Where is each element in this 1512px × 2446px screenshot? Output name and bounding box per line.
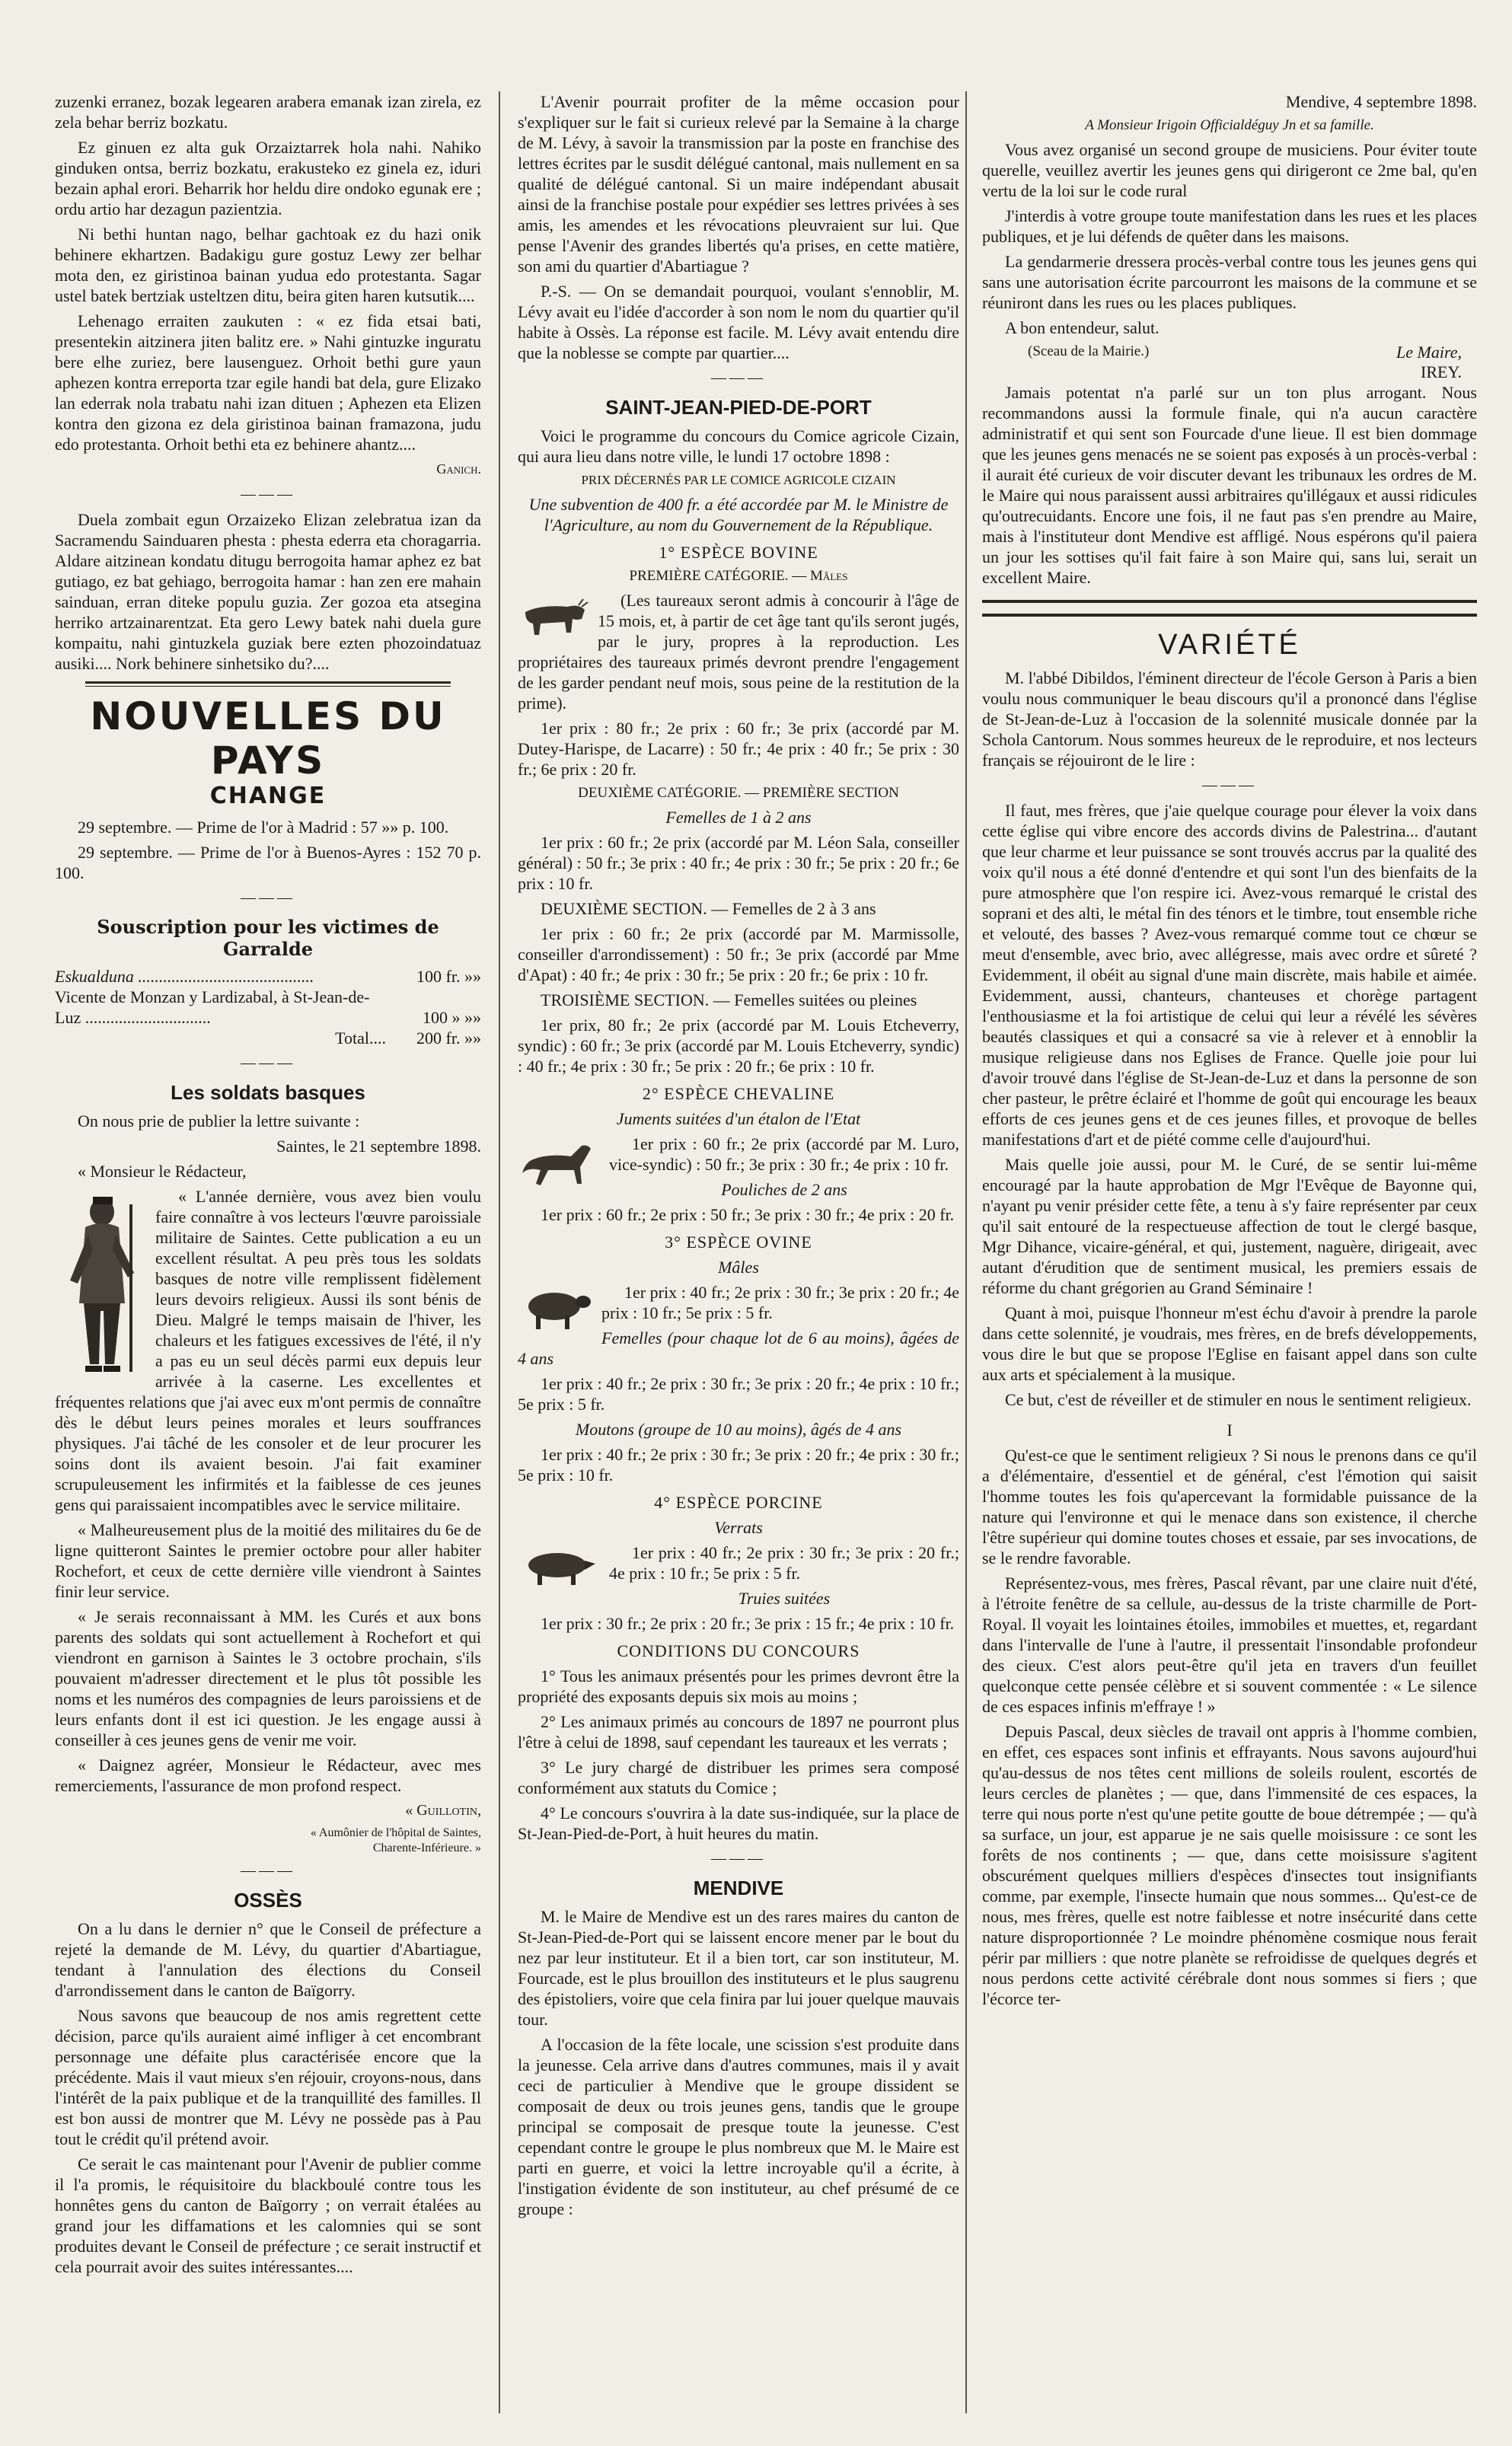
soldier-illustration-icon (55, 1189, 146, 1379)
mendive-paragraph: M. le Maire de Mendive est un des rares maires du canton de St-Jean-Pied-de-Port qui se laissent encore mener par le bout du nez par leur instituteur. Et il a bien tort, car son instituteur, M. Fourcade, est le plus brouillon des instituteurs et le plus saugrenu des épistoliers, voire que cela finira par lui jouer quelque mauvais tour. (518, 1907, 959, 2029)
condition-item: 4° Le concours s'ouvrira à la date sus-indiquée, sur la place de St-Jean-Pied-de-Port, à huit heures du matin. (518, 1803, 959, 1843)
ovine-prizes: 1er prix : 40 fr.; 2e prix : 30 fr.; 3e prix : 20 fr.; 4e prix : 10 fr.; 5e prix : 5 fr. (518, 1374, 959, 1414)
avenir-paragraph: P.-S. — On se demandait pourquoi, voulant s'ennoblir, M. Lévy avait eu l'idée d'accorder à son nom le nom du quartier qu'il habite à Ossès. La réponse est facile. M. Lévy avait entendu dire que la noblesse se compte par quartier.... (518, 282, 959, 362)
signature-ganich: Ganich. (436, 461, 481, 477)
maire-name: IREY. (1421, 362, 1462, 381)
column-3 (982, 91, 1477, 2014)
column-1 (55, 91, 481, 2282)
bovine-title: 1° ESPÈCE BOVINE (659, 543, 818, 562)
pig-illustration-icon (518, 1545, 601, 1588)
soldats-date: Saintes, le 21 septembre 1898. (276, 1137, 481, 1156)
osses-title: OSSÈS (234, 1889, 302, 1912)
bovine-prizes: 1er prix : 60 fr.; 2e prix (accordé par M. Léon Sala, conseiller général) : 50 fr.; 3e prix : 40 fr.; 4e prix : 30 fr.; 5e prix : 20 fr.; 6e prix : 10 fr. (518, 833, 959, 893)
divider: ——— (241, 1054, 295, 1071)
souscription-amount: 100 » »» (423, 1008, 481, 1027)
letter-address: A Monsieur Irigoin Officialdéguy Jn et sa famille. (1085, 117, 1374, 133)
bovine-section-3: TROISIÈME SECTION. — Femelles suitées ou pleines (541, 990, 917, 1009)
soldats-title: Les soldats basques (171, 1081, 365, 1104)
column-rule-2b (965, 91, 967, 2413)
prix-header: PRIX DÉCERNÉS PAR LE COMICE AGRICOLE CIZAIN (581, 473, 896, 487)
subvention-text: Une subvention de 400 fr. a été accordée par M. le Ministre de l'Agriculture, au nom du Gouvernement de la République. (528, 495, 949, 534)
divider: ——— (1202, 777, 1257, 793)
chevaline-prizes: 1er prix : 60 fr.; 2e prix (accordé par M. Luro, vice-syndic) : 50 fr.; 3e prix : 30 fr.; 4e prix : 10 fr. (609, 1134, 959, 1174)
ovine-males: Mâles (718, 1258, 759, 1277)
souscription-total (55, 1028, 481, 1048)
section-rule (982, 600, 1477, 617)
soldats-paragraph: « Je serais reconnaissant à MM. les Curés et aux bons parents des soldats qui sont actuellement à Rochefort et qui viendront en garnison à Saintes le 3 octobre prochain, s'ils pouvaient m'adresser directement et le plus tôt possible les noms et les numéros des compagnies de leurs paroissiens et de leurs enfants dont il est ici question. Je les engage aussi à conseiller à ces jeunes gens de venir me voir. (55, 1607, 481, 1749)
chevaline-sub: Juments suitées d'un étalon de l'Etat (616, 1109, 861, 1128)
sjpp-title: SAINT-JEAN-PIED-DE-PORT (605, 396, 872, 419)
bovine-prizes: 1er prix : 60 fr.; 2e prix (accordé par M. Marmissolle, conseiller d'arrondissement) : 50 fr.; 3e prix (accordé par Mme d'Apat) : 40 fr.; 4e prix : 30 fr.; 5e prix : 20 fr.; 6e prix : 10 fr. (518, 924, 959, 984)
mendive-continued: Jamais potentat n'a parlé sur un ton plus arrogant. Nous recommandons aussi la formule finale, qui n'a aucun caractère administratif et qui sent son Fourcade d'une lieue. Il est bien dommage que les jeunes gens menacés ne se soient pas exposés à un procès-verbal : il aurait été curieux de voir discuter devant les tribunaux les ordres de M. le Maire qui nous paraissent aussi arbitraires qu'illégaux et aussi ridicules qu'outrecuidants. Encore une fois, il ne faut pas s'en prendre au Maire, mais à l'instituteur dont Mendive est affligé. Nous espérons qu'il paiera un jour les sottises qu'il fait faire à son Maire qui, sans lui, serait un excellent Maire. (982, 383, 1477, 587)
guillotin-signature: « Guillotin, (405, 1802, 481, 1819)
bovine-prizes: 1er prix, 80 fr.; 2e prix (accordé par M. Louis Etcheverry, syndic) : 60 fr.; 3e prix (accordé par M. Louis Etcheverry, syndic) : 40 fr.; 4e prix : 30 fr.; 5e prix : 20 fr.; 6e prix : 10 fr. (518, 1016, 959, 1076)
letter-paragraph: Vous avez organisé un second groupe de musiciens. Pour éviter toute querelle, veuillez avertir les jeunes gens qui dirigeront ce 2me bal, qu'en vertu de la loi sur le code rural (982, 140, 1477, 200)
variete-paragraph: Quant à moi, puisque l'honneur m'est échu d'avoir à prendre la parole dans cette solennité, je voudrais, mes frères, en de brefs développements, vous dire le but que se propose l'Eglise en faisant appel dans son culte aux arts et spécialement à la musique. (982, 1303, 1477, 1384)
letter-date: Mendive, 4 septembre 1898. (1285, 92, 1477, 111)
part1-paragraph: Représentez-vous, mes frères, Pascal rêvant, par une claire nuit d'été, à l'étroite fenêtre de sa cellule, au-dessus de la triste charmille de Port-Royal. Il voyait les lointaines étoiles, immobiles et muettes, et, regardant dans l'intervalle de l'une à l'autre, il pressentait l'insondable profondeur des cieux. C'est alors peut-être qu'il jeta en travers d'un feuillet quelconque cette pensée célèbre et si souvent commentée : « Le silence de ces espaces infinis m'effraye ! » (982, 1574, 1477, 1716)
total-amount: 200 fr. »» (416, 1028, 481, 1048)
osses-paragraph: Ce serait le cas maintenant pour l'Avenir de publier comme il l'a promis, le réquisitoire du blackboulé contre tous les honnêtes gens du canton de Baïgorry ; on verrait étalées au grand jour les diffamations et les calomnies qui se sont produites devant le Conseil de préfecture ; ce serait instructif et cela pourrait avoir des suites intéressantes.... (55, 2154, 481, 2276)
conditions-title: CONDITIONS DU CONCOURS (617, 1641, 860, 1660)
sceau-label: (Sceau de la Mairie.) (1028, 343, 1150, 359)
soldats-intro: On nous prie de publier la lettre suivante : (78, 1111, 360, 1131)
ovine-title: 3° ESPÈCE OVINE (665, 1233, 812, 1252)
bull-illustration-icon (518, 593, 590, 646)
truies-prizes: 1er prix : 30 fr.; 2e prix : 20 fr.; 3e prix : 15 fr.; 4e prix : 10 fr. (541, 1614, 955, 1633)
condition-item: 1° Tous les animaux présentés pour les primes devront être la propriété des exposants depuis six mois au moins ; (518, 1666, 959, 1706)
section-rule (85, 681, 451, 687)
condition-item: 2° Les animaux primés au concours de 1897 ne pourront plus l'être à celui de 1898, sauf cependant les taureaux et les verrats ; (518, 1712, 959, 1752)
ovine-prizes: 1er prix : 40 fr.; 2e prix : 30 fr.; 3e prix : 20 fr.; 4e prix : 10 fr.; 5e prix : 5 fr. (601, 1283, 959, 1322)
ovine-femelles: Femelles (pour chaque lot de 6 au moins), âgées de 4 ans (518, 1328, 959, 1368)
variete-intro: M. l'abbé Dibildos, l'éminent directeur de l'école Gerson à Paris a bien voulu nous communiquer le beau discours qu'il a prononcé dans l'église de St-Jean-de-Luz à l'occasion de la solennité musicale donnée par la Schola Cantorum. Nous sommes heureux de le reproduire, et nos lecteurs français se réjouiront de le lire : (982, 668, 1477, 770)
part1-paragraph: Qu'est-ce que le sentiment religieux ? Si nous le prenons dans ce qu'il a d'élémentaire, d'essentiel et de général, c'est l'émotion qui saisit l'homme toutes les fois qu'apercevant la formidable puissance de la nature qui l'environne et qui le menace dans son existence, il cherche l'être supérieur qui domine toutes choses et essaie, par ses invocations, de se le rendre favorable. (982, 1446, 1477, 1567)
pouliches-prizes: 1er prix : 60 fr.; 2e prix : 50 fr.; 3e prix : 30 fr.; 4e prix : 20 fr. (541, 1205, 955, 1224)
porcine-verrats: Verrats (714, 1518, 763, 1537)
souscription-row (55, 966, 481, 987)
change-line: 29 septembre. — Prime de l'or à Madrid : 57 »» p. 100. (78, 818, 449, 837)
truies-title: Truies suitées (738, 1589, 831, 1608)
part1-paragraph: Depuis Pascal, deux siècles de travail ont appris à l'homme combien, en effet, ces espaces sont infinis et effrayants. Nous savons aujourd'hui qu'au-dessus de nos têtes cent millions de soleils roulent, escortés de leurs cercles de planètes ; — que, dans l'immensité de ces espaces, la terre qui nous porte n'est qu'une petite goutte de boue détrempée ; — qu'à sa surface, un jour, est apparue je ne sais quelle moisissure : ce sont les forêts de nos continents ; — que, dans cette moisissure s'agitent obscurément quelques milliers d'espèces d'insectes tout insignifiants comme, par exemple, l'insecte humain que nous sommes... Qu'est-ce de nous, mes frères, quelle est notre faiblesse et notre insécurité dans cette nature disproportionnée ? Le moindre phénomène cosmique nous ferait périr par milliers : que notre planète se refroidisse de quelques degrés et nous perdons cette activité cérébrale dont nous sommes si fiers ; que l'écorce ter- (982, 1722, 1477, 2008)
horse-illustration-icon (518, 1137, 601, 1197)
mendive-title: MENDIVE (693, 1877, 784, 1899)
porcine-title: 4° ESPÈCE PORCINE (654, 1493, 823, 1512)
maire-signature: Le Maire, (1396, 343, 1462, 362)
bovine-section-2: DEUXIÈME SECTION. — Femelles de 2 à 3 ans (541, 899, 876, 918)
variete-paragraph: Ce but, c'est de réveiller et de stimuler en nous le sentiment religieux. (1005, 1390, 1472, 1409)
variete-title: VARIÉTÉ (1158, 629, 1301, 661)
nouvelles-title: NOUVELLES DU PAYS (90, 694, 446, 783)
souscription-label: Vicente de Monzan y Lardizabal, à St-Jean-de-Luz .............................. (55, 987, 370, 1027)
basque-paragraph: zuzenki erranez, bozak legearen arabera emanak izan zirela, ez zela behar berriz bozkatu. (55, 92, 481, 132)
change-line: 29 septembre. — Prime de l'or à Buenos-Ayres : 152 70 p. 100. (55, 843, 481, 882)
bovine-category-2-sub: Femelles de 1 à 2 ans (665, 808, 812, 827)
divider: ——— (241, 889, 295, 906)
bovine-prizes: 1er prix : 80 fr.; 2e prix : 60 fr.; 3e prix (accordé par M. Dutey-Harispe, de Lacarre) : 50 fr.; 4e prix : 40 fr.; 5e prix : 30 fr.; 6e prix : 20 fr. (518, 719, 959, 779)
pouliches-title: Pouliches de 2 ans (721, 1180, 847, 1199)
soldats-paragraph: « Malheureusement plus de la moitié des militaires du 6e de ligne quitteront Saintes le premier octobre pour aller habiter Rochefort, et ceux de cette dernière ville viendront à Saintes finir leur service. (55, 1520, 481, 1601)
divider: ——— (241, 1862, 295, 1879)
total-label: Total.... (335, 1028, 387, 1048)
chevaline-title: 2° ESPÈCE CHEVALINE (642, 1084, 835, 1103)
ovine-prizes: 1er prix : 40 fr.; 2e prix : 30 fr.; 3e prix : 20 fr.; 4e prix : 30 fr.; 5e prix : 10 fr. (518, 1445, 959, 1485)
soldats-salutation: « Monsieur le Rédacteur, (78, 1162, 247, 1181)
letter-footer (982, 343, 1477, 382)
bovine-category-2: DEUXIÈME CATÉGORIE. — PREMIÈRE SECTION (578, 785, 899, 801)
basque-paragraph: Ez ginuen ez alta guk Orzaiztarrek hola nahi. Nahiko ginduken ontsa, berriz bozkatu, erakusteko ez ginela ez, iduri bezain aphal erori. Beharrik hor heldu dire ondoko egunak ere ; ordu artio har dezagun pazientzia. (55, 138, 481, 218)
souscription-amount: 100 fr. »» (416, 967, 481, 986)
bovine-rules: (Les taureaux seront admis à concourir à l'âge de 15 mois, et, à partir de cet âge tant qu'ils seront jugés, par le jury, propres à la reproduction. Les propriétaires des taureaux primés devront prendre l'engagement de les garder pendant neuf mois, sous peine de la restitution de la prime). (518, 591, 959, 713)
guillotin-place: Charente-Inférieure. » (372, 1842, 481, 1854)
souscription-title: Souscription pour les victimes de Garralde (97, 916, 439, 960)
change-title: CHANGE (209, 783, 327, 809)
column-rule-1 (499, 91, 500, 2413)
column-2 (518, 91, 959, 2224)
divider: ——— (711, 1850, 766, 1867)
avenir-paragraph: L'Avenir pourrait profiter de la même occasion pour s'expliquer sur le fait si curieux relevé par la Semaine à la charge de M. Lévy, à savoir la transmission par la poste en franchise des lettres écrites par le susdit délégué cantonal, mais nullement en sa qualité de délégué cantonal. Si un maire indépendant abusait ainsi de la franchise postale pour expédier ses lettres privées à ses amis, les amendes et les révocations pleuvraient sur lui. Que pense l'Avenir des grandes libertés qu'a prises, en cette matière, son ami du quartier d'Abartiague ? (518, 92, 959, 276)
divider: ——— (711, 369, 766, 386)
condition-item: 3° Le jury chargé de distribuer les primes sera composé conformément aux statuts du Comice ; (518, 1758, 959, 1797)
porcine-prizes: 1er prix : 40 fr.; 2e prix : 30 fr.; 3e prix : 20 fr.; 4e prix : 10 fr.; 5e prix : 5 fr. (609, 1543, 959, 1583)
variete-paragraph: Il faut, mes frères, que j'aie quelque courage pour élever la voix dans cette église qui vibre encore des accords divins de Palestrina... d'autant que leur charme et leur puissance se sont trouvés accrus par la qualité des voix qu'il nous a été donné d'entendre et qui sont l'un des bienfaits de la pure atmosphère que l'on respire ici. Avez-vous remarqué le cristal des soprani et des alti, le métal fin des ténors et le timbre, tout ensemble riche et velouté, des basses ? Avez-vous remarqué comme tout ce chœur se meut d'ensemble, avec brio, avec allégresse, mais avec ordre et sûreté ? Evidemment, il obéit au signal d'une main discrète, mais habile et aimée. Evidemment, aussi, chanteurs, chanteuses et chorège partagent l'enthousiasme et la foi artistique de celui qui leur a révélé les sévères beautés classiques et qui a consacré sa vie à relever et à ennoblir la musique religieuse dans nos Eglises de France. Quelle joie pour lui d'avoir trouvé dans l'église de St-Jean-de-Luz et dans la personne de son cher pasteur, le prêtre éclairé et l'homme de goût qui encourage les beaux efforts de ces jeunes gens et de ces jeunes filles, et provoque de belles manifestations d'art et de piété comme celle d'aujourd'hui. (982, 801, 1477, 1149)
soldats-paragraph: « Daignez agréer, Monsieur le Rédacteur, avec mes remerciements, l'assurance de mon profond respect. (55, 1756, 481, 1795)
souscription-label: Eskualduna .......................................... (55, 967, 314, 986)
variete-paragraph: Mais quelle joie aussi, pour M. le Curé, de se sentir lui-même encouragé par la haute approbation de Mgr l'Evêque de Bayonne qui, n'ayant pu venir présider cette fête, a tenu à s'y faire représenter par ceux qu'il sait entouré de la respectueuse affection de tout le clergé basque, Mgr Dihance, vicaire-général, et qui, justement, naguère, dirigeait, avec autant d'érudition que de sentiment musical, les premiers essais de réforme du chant grégorien au Grand Séminaire ! (982, 1155, 1477, 1297)
osses-paragraph: Nous savons que beaucoup de nos amis regrettent cette décision, parce qu'ils auraient aimé infliger à cet encombrant personnage une défaite plus caractérisée encore que la précédente. Mais il vaut mieux s'en réjouir, croyons-nous, dans l'intérêt de la paix publique et de la tranquillité des familles. Il est bon aussi de montrer que M. Lévy ne possède pas à Pau tout le crédit qu'il prétend avoir. (55, 2006, 481, 2148)
basque-paragraph: Ni bethi huntan nago, belhar gachtoak ez du hazi onik behinere ekhartzen. Badakigu gure gostuz Lewy zer belhar mota den, ez giristinoa bainan yudua edo protestanta. Sagar ustel batek bertziak usteltzen ditu, beira giten haren kutsutik.... (55, 225, 481, 305)
section-numeral: I (1227, 1421, 1233, 1440)
guillotin-title: « Aumônier de l'hôpital de Saintes, (310, 1826, 481, 1839)
basque-paragraph: Duela zombait egun Orzaizeko Elizan zelebratua izan da Sacramendu Sainduaren phesta : phesta ederra eta choragarria. Aldare aitzinean kondatu ditugu berrogoita hamar aphez ez bat gutiago, ez bat gehiago, berrogoita hamar : han zen ere mahain sainduan, erran diteke populu guzia. Zer gozoa eta atsegina herriko artzainarentzat. Eta gero Lewy batek nahi duela gure kompaitu, nahi gintuzkela guziak bere ezten phozoindatuaz ausiki.... Nork behinere sinhetsiko du?.... (55, 510, 481, 673)
sheep-illustration-icon (518, 1285, 594, 1332)
divider: ——— (241, 486, 295, 502)
sjpp-intro: Voici le programme du concours du Comice agricole Cizain, qui aura lieu dans notre ville, le lundi 17 octobre 1898 : (518, 426, 959, 466)
basque-paragraph: Lehenago erraiten zaukuten : « ez fida etsai bati, presentekin aitzinera jiten balitz ere. » Nahi gintuzke inguratu bere elhe zuriez, bere lausenguez. Orhoit bethi gure yaun aphezen kontra erreporta tzar egile handi bat dela, gure Elizako lan ederrak nola trabatu nahi izan dituen ; Aphezen eta Elizen kontra den gizona ez dela giristinoa bainan framazona, judu edo protestanta. Orhoit bethi eta ez behinere ahantz.... (55, 311, 481, 454)
mendive-paragraph: A l'occasion de la fête locale, une scission s'est produite dans la jeunesse. Cela arrive dans d'autres communes, mais il y avait ceci de particulier à Mendive que le groupe dissident se composait de deux ou trois jeunes gens, tandis que le groupe principal se composait de presque toute la jeunesse. C'est cependant contre le groupe le plus nombreux que M. le Maire est parti en guerre, et voici la lettre incroyable qu'il a écrite, à l'instigation évidente de son instituteur, au chef présumé de ce groupe : (518, 2035, 959, 2218)
bovine-category: PREMIÈRE CATÉGORIE. — Mâles (629, 568, 848, 584)
osses-paragraph: On a lu dans le dernier n° que le Conseil de préfecture a rejeté la demande de M. Lévy, du quartier d'Abartiague, tendant à l'annulation des élections du Conseil d'arrondissement dans le canton de Baïgorry. (55, 1919, 481, 2000)
letter-paragraph: A bon entendeur, salut. (1005, 318, 1160, 337)
letter-paragraph: La gendarmerie dressera procès-verbal contre tous les jeunes gens qui sans une autorisation écrite parcourront les maisons de la commune et se réuniront dans les rues ou les places publiques. (982, 252, 1477, 312)
souscription-row (55, 987, 481, 1028)
soldats-paragraph: « L'année dernière, vous avez bien voulu faire connaître à vos lecteurs l'œuvre paroissiale militaire de Saintes. Cette publication a eu un excellent résultat. A peu près tous les soldats basques de notre ville remplissent fidèlement leurs devoirs religieux. Aussi ils sont bénis de Dieu. Malgré le temps maisain de l'hiver, les chaleurs et les fatigues excessives de l'été, il n'y a pas eu un seul décès parmi eux depuis leur arrivée à la caserne. Les excellentes et fréquentes relations que j'ai avec eux m'ont permis de connaître dès le début leurs peines morales et leurs souffrances physiques. J'ai tâché de les consoler et de leur procurer les soins dont ils avaient besoin. J'ai fait examiner scrupuleusement les infirmités et la faiblesse de ces jeunes gens qui paraissaient incompatibles avec le service militaire. (55, 1187, 481, 1514)
letter-paragraph: J'interdis à votre groupe toute manifestation dans les rues et les places publiques, et je lui défends de quêter dans les maisons. (982, 206, 1477, 246)
ovine-moutons: Moutons (groupe de 10 au moins), âgés de 4 ans (575, 1420, 902, 1439)
